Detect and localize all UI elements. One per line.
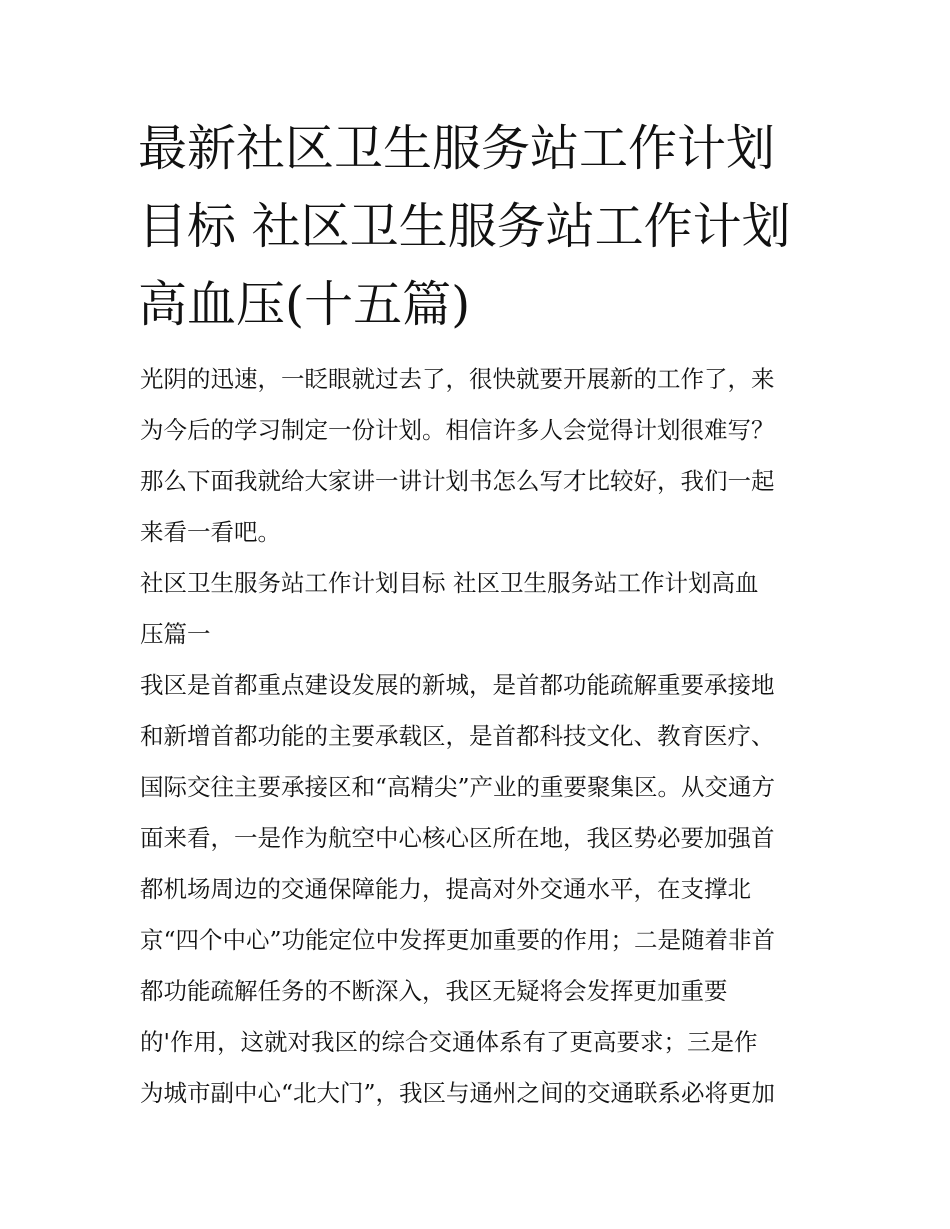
body-line: 都机场周边的交通保障能力，提高对外交通水平，在支撑北 — [140, 875, 751, 903]
document-title — [138, 110, 828, 344]
body-line: 我区是首都重点建设发展的新城，是首都功能疏解重要承接地 — [140, 671, 775, 699]
body-line: 为城市副中心“北大门”，我区与通州之间的交通联系必将更加 — [140, 1079, 776, 1107]
body-line: 来看一看吧。 — [140, 518, 281, 546]
title-line: 目标 社区卫生服务站工作计划 — [138, 198, 791, 255]
body-line: 为今后的学习制定一份计划。相信许多人会觉得计划很难写？ — [140, 416, 775, 444]
body-line: 京“四个中心”功能定位中发挥更加重要的作用；二是随着非首 — [140, 926, 776, 954]
body-line: 面来看，一是作为航空中心核心区所在地，我区势必要加强首 — [140, 824, 775, 852]
body-line: 都功能疏解任务的不断深入，我区无疑将会发挥更加重要 — [140, 977, 728, 1005]
body-line: 那么下面我就给大家讲一讲计划书怎么写才比较好，我们一起 — [140, 467, 775, 495]
section-heading-line: 社区卫生服务站工作计划目标 社区卫生服务站工作计划高血 — [140, 569, 759, 597]
body-line: 光阴的迅速，一眨眼就过去了，很快就要开展新的工作了，来 — [140, 365, 775, 393]
title-line: 最新社区卫生服务站工作计划 — [138, 120, 776, 177]
body-line: 国际交往主要承接区和“高精尖”产业的重要聚集区。从交通方 — [140, 773, 776, 801]
section-heading-line: 压篇一 — [140, 620, 211, 648]
body-line: 和新增首都功能的主要承载区，是首都科技文化、教育医疗、 — [140, 722, 775, 750]
title-line: 高血压(十五篇) — [138, 276, 471, 333]
document-body — [140, 354, 830, 1119]
body-line: 的'作用，这就对我区的综合交通体系有了更高要求；三是作 — [140, 1028, 758, 1056]
